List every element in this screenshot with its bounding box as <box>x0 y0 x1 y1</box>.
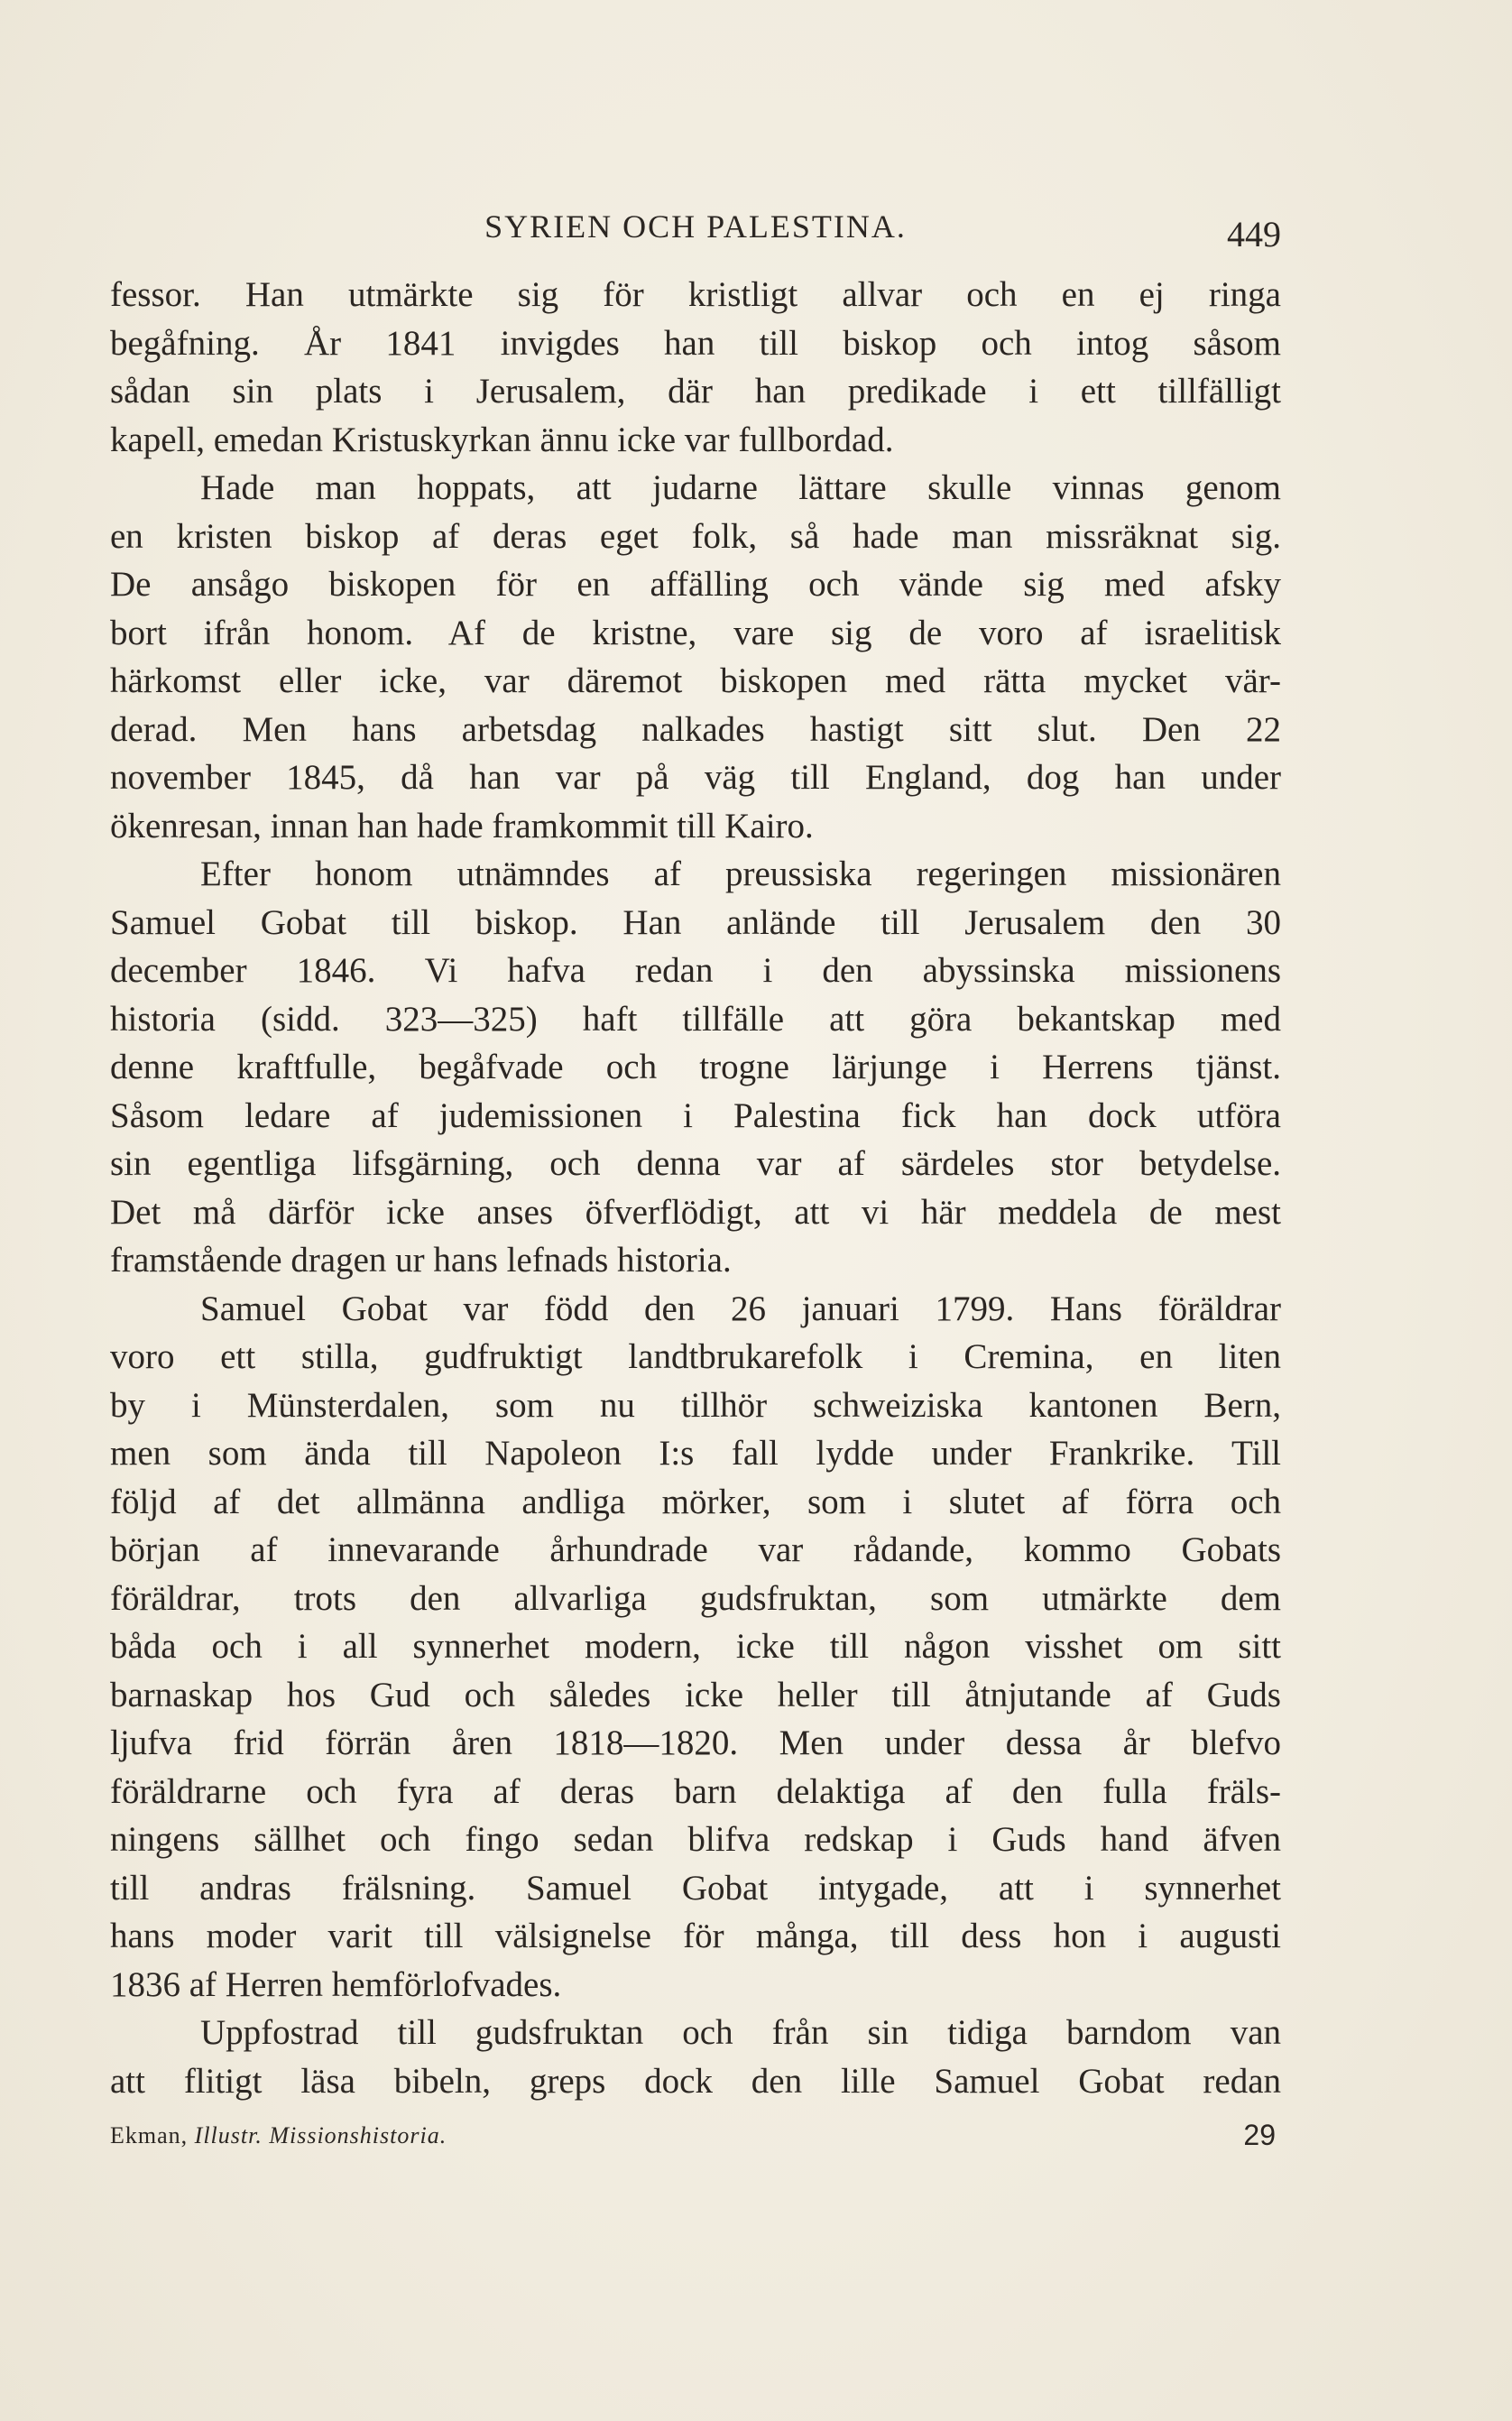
page-footer <box>110 2119 1281 2158</box>
signature-title: Illustr. Missionshistoria. <box>194 2122 447 2148</box>
text-line: Såsom ledare af judemissionen i Palestina fick han dock utföra <box>110 1095 1281 1135</box>
text-line: denne kraftfulle, begåfvade och trogne lärjunge i Herrens tjänst. <box>110 1048 1281 1086</box>
text-line: by i Münsterdalen, som nu tillhör schweiziska kantonen Bern, <box>110 1385 1281 1425</box>
text-line: Uppfostrad till gudsfruktan och från sin tidiga barndom van <box>200 2013 1281 2052</box>
text-line: Samuel Gobat var född den 26 januari 1799. Hans föräldrar <box>200 1289 1281 1328</box>
text-line: november 1845, då han var på väg till England, dog han under <box>110 758 1281 797</box>
text-line: hans moder varit till välsignelse för många, till dess hon i augusti <box>110 1917 1281 1955</box>
text-line: början af innevarande århundrade var rådande, kommo Gobats <box>110 1530 1281 1569</box>
text-line: följd af det allmänna andliga mörker, som i slutet af förra och <box>110 1482 1281 1521</box>
text-line: föräldrarne och fyra af deras barn delaktiga af den fulla fräls- <box>110 1771 1281 1811</box>
text-line: båda och i all synnerhet modern, icke till någon visshet om sitt <box>110 1627 1281 1666</box>
text-line: fessor. Han utmärkte sig för kristligt allvar och en ej ringa <box>110 275 1281 314</box>
text-line: De ansågo biskopen för en affälling och vände sig med afsky <box>110 565 1281 604</box>
text-line: ningens sällhet och fingo sedan blifva redskap i Guds hand äfven <box>110 1820 1281 1859</box>
text-line: Efter honom utnämndes af preussiska regeringen missionären <box>200 855 1281 893</box>
text-line: till andras frälsning. Samuel Gobat intygade, att i synnerhet <box>110 1868 1281 1908</box>
body-text <box>110 271 1281 2105</box>
text-line: Hade man hoppats, att judarne lättare skulle vinnas genom <box>200 468 1281 507</box>
page-number: 449 <box>1227 214 1281 254</box>
running-head-title: SYRIEN OCH PALESTINA. <box>484 208 907 245</box>
text-line: framstående dragen ur hans lefnads historia. <box>110 1241 732 1280</box>
text-line: men som ända till Napoleon I:s fall lydde under Frankrike. Till <box>110 1434 1281 1473</box>
text-line: ljufva frid förrän åren 1818—1820. Men under dessa år blefvo <box>110 1723 1281 1762</box>
text-line: begåfning. År 1841 invigdes han till biskop och intog såsom <box>110 323 1281 363</box>
text-line: ökenresan, innan han hade framkommit till Kairo. <box>110 806 814 846</box>
text-line: voro ett stilla, gudfruktigt landtbrukarefolk i Cremina, en liten <box>110 1337 1281 1376</box>
text-line: bort ifrån honom. Af de kristne, vare sig de voro af israelitisk <box>110 613 1281 652</box>
text-line: sådan sin plats i Jerusalem, där han predikade i ett tillfälligt <box>110 372 1281 411</box>
text-line: historia (sidd. 323—325) haft tillfälle att göra bekantskap med <box>110 999 1281 1039</box>
text-line: Samuel Gobat till biskop. Han anlände till Jerusalem den 30 <box>110 902 1281 942</box>
text-line: 1836 af Herren hemförlofvades. <box>110 1964 562 2004</box>
text-line: december 1846. Vi hafva redan i den abyssinska missionens <box>110 951 1281 990</box>
text-line: sin egentliga lifsgärning, och denna var af särdeles stor betydelse. <box>110 1144 1281 1183</box>
signature-author: Ekman, <box>110 2122 189 2148</box>
text-line: härkomst eller icke, var däremot biskopen med rätta mycket vär- <box>110 661 1281 700</box>
text-line: Det må därför icke anses öfverflödigt, att vi här meddela de mest <box>110 1192 1281 1232</box>
text-line: att flitigt läsa bibeln, greps dock den lille Samuel Gobat redan <box>110 2061 1281 2101</box>
text-line: derad. Men hans arbetsdag nalkades hastigt sitt slut. Den 22 <box>110 709 1281 749</box>
text-line: en kristen biskop af deras eget folk, så hade man missräknat sig. <box>110 516 1281 556</box>
text-line: kapell, emedan Kristuskyrkan ännu icke var fullbordad. <box>110 420 894 459</box>
text-line: föräldrar, trots den allvarliga gudsfruktan, som utmärkte dem <box>110 1578 1281 1618</box>
sheet-number: 29 <box>1243 2119 1276 2151</box>
running-head <box>110 200 1281 254</box>
text-line: barnaskap hos Gud och således icke heller till åtnjutande af Guds <box>110 1675 1281 1714</box>
printer-signature <box>110 2122 447 2149</box>
